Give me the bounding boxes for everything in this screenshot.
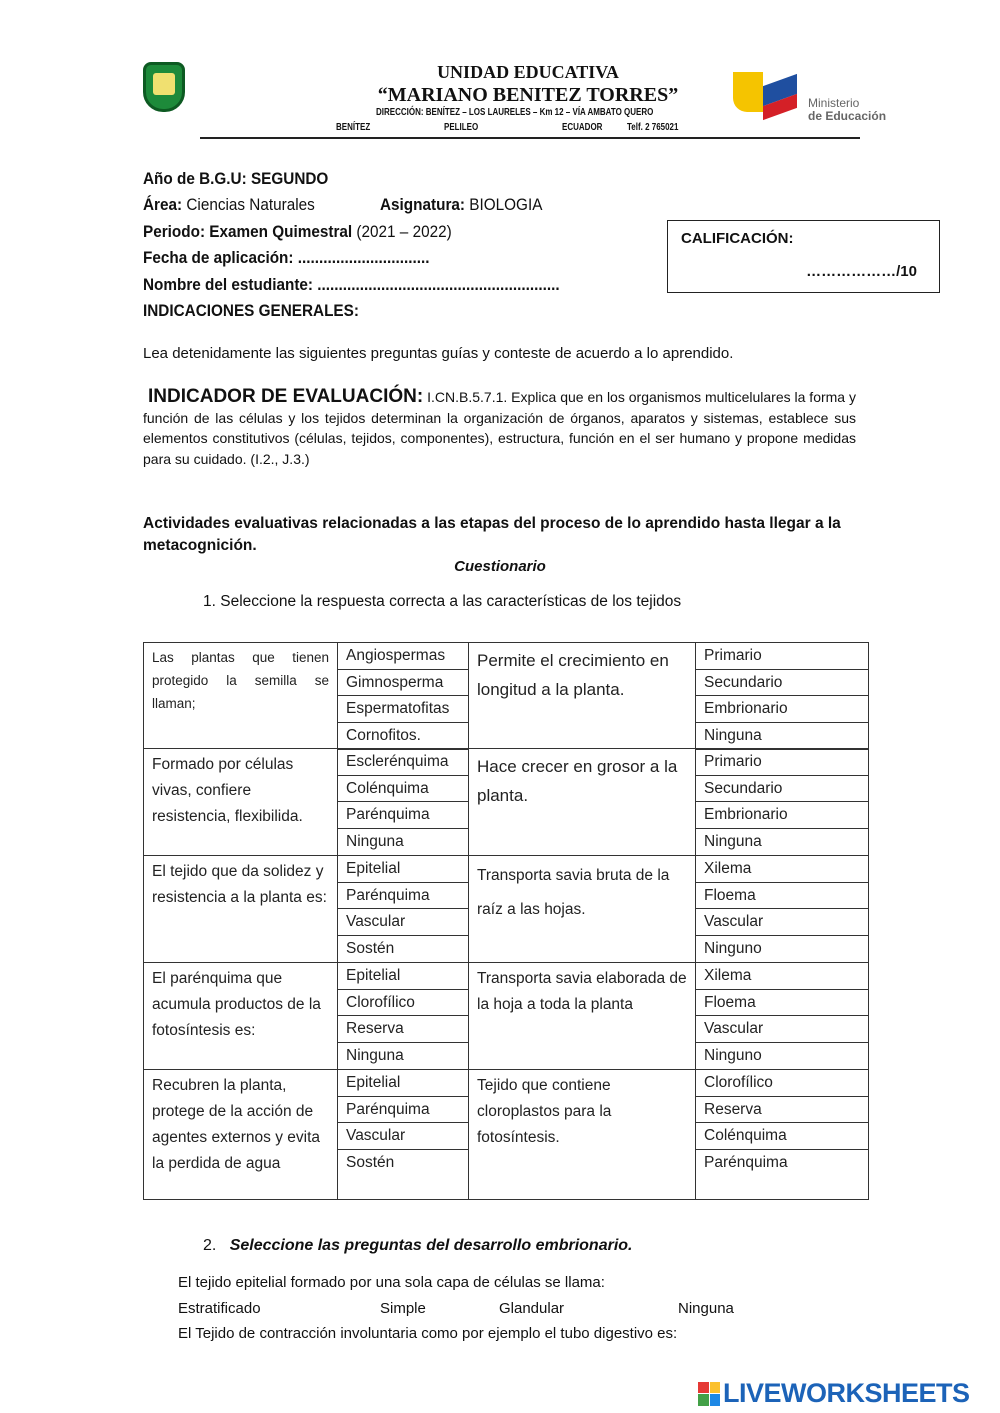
liveworksheets-icon: [698, 1382, 720, 1406]
answer-option[interactable]: Parénquima: [337, 1096, 469, 1124]
question-2-statement-2: El Tejido de contracción involuntaria como por ejemplo el tubo digestivo es:: [178, 1325, 678, 1342]
date-field[interactable]: Fecha de aplicación: ...............................: [143, 248, 430, 267]
answer-option[interactable]: Gimnosperma: [337, 669, 469, 697]
option-ninguna[interactable]: Ninguna: [678, 1300, 734, 1317]
answer-option[interactable]: Floema: [695, 989, 869, 1017]
activities-heading: Actividades evaluativas relacionadas a las etapas del proceso de lo aprendido hasta llegar a la metacognición.: [143, 515, 841, 554]
answer-option[interactable]: Embrionario: [695, 695, 869, 723]
question-2-number: 2.: [203, 1237, 217, 1254]
answer-option[interactable]: Xilema: [695, 855, 869, 883]
answer-option[interactable]: Colénquima: [337, 775, 469, 803]
answer-option[interactable]: Epitelial: [337, 855, 469, 883]
answer-option[interactable]: Parénquima: [695, 1149, 869, 1200]
answer-option[interactable]: Vascular: [337, 908, 469, 936]
question-2-statement-1: El tejido epitelial formado por una sola capa de células se llama:: [178, 1274, 605, 1291]
ministry-name: Ministerio: [808, 96, 860, 110]
general-instructions-heading: INDICACIONES GENERALES:: [143, 301, 359, 320]
option-simple[interactable]: Simple: [380, 1300, 426, 1317]
school-type: UNIDAD EDUCATIVA: [437, 62, 619, 82]
ministry-name-2: de Educación: [808, 109, 887, 123]
answer-option[interactable]: Vascular: [695, 1015, 869, 1043]
answer-option[interactable]: Reserva: [337, 1015, 469, 1043]
question-2-title: Seleccione las preguntas del desarrollo embrionario.: [229, 1237, 633, 1254]
answer-option[interactable]: Floema: [695, 882, 869, 910]
country: ECUADOR: [562, 122, 603, 133]
question-cell: El parénquima que acumula productos de la fotosíntesis es:: [143, 962, 338, 1070]
answer-option[interactable]: Secundario: [695, 669, 869, 697]
year-value: SEGUNDO: [250, 169, 329, 188]
answer-option[interactable]: Epitelial: [337, 1069, 469, 1097]
answer-option[interactable]: Sostén: [337, 1149, 469, 1200]
answer-option[interactable]: Espermatofitas: [337, 695, 469, 723]
answer-option[interactable]: Epitelial: [337, 962, 469, 990]
answer-option[interactable]: Ninguna: [337, 828, 469, 856]
answer-option[interactable]: Ninguna: [695, 722, 869, 750]
period-value: (2021 – 2022): [356, 222, 452, 241]
grade-box: [667, 220, 940, 293]
address: DIRECCIÓN: BENÍTEZ – LOS LAURELES – Km 12 – VÍA AMBATO QUERO: [376, 107, 654, 118]
answer-option[interactable]: Primario: [695, 748, 869, 776]
school-name: “MARIANO BENITEZ TORRES”: [377, 84, 679, 106]
intro-text: Lea detenidamente las siguientes preguntas guías y conteste de acuerdo a lo aprendido.: [143, 345, 734, 362]
answer-option[interactable]: Ninguno: [695, 935, 869, 963]
area-value: Ciencias Naturales: [186, 195, 315, 214]
question-cell: Permite el crecimiento en longitud a la planta.: [468, 642, 696, 749]
question-cell: El tejido que da solidez y resistencia a la planta es:: [143, 855, 338, 963]
answer-option[interactable]: Clorofílico: [695, 1069, 869, 1097]
subject-value: BIOLOGIA: [469, 195, 543, 214]
subject-label: Asignatura:: [380, 195, 466, 214]
question-cell: Transporta savia bruta de la raíz a las hojas.: [468, 855, 696, 963]
questionnaire-title: Cuestionario: [454, 558, 546, 575]
answer-option[interactable]: Primario: [695, 642, 869, 670]
answer-option[interactable]: Colénquima: [695, 1122, 869, 1150]
answer-option[interactable]: Ninguna: [695, 828, 869, 856]
header-rule: [200, 137, 860, 139]
grade-value[interactable]: ………………/10: [806, 263, 917, 280]
question-1: 1. Seleccione la respuesta correcta a las características de los tejidos: [203, 593, 682, 610]
answer-option[interactable]: Esclerénquima: [337, 748, 469, 776]
year-label: Año de B.G.U:: [143, 169, 247, 188]
indicator-text: I.CN.B.5.7.1. Explica que en los organismos multicelulares la forma y función de las células y los tejidos determinan la organización de órganos, aparatos y sistemas, establece sus elementos constitutivos (células, tejidos, componentes), estructura, función en el ser humano y propone medidas para su cuidado. (I.2., J.3.): [143, 389, 857, 467]
answer-option[interactable]: Secundario: [695, 775, 869, 803]
brand-text: LIVEWORKSHEETS: [723, 1378, 970, 1408]
question-cell: Formado por células vivas, confiere resistencia, flexibilida.: [143, 748, 338, 856]
answer-option[interactable]: Cornofitos.: [337, 722, 469, 750]
indicator-label: INDICADOR DE EVALUACIÓN:: [148, 386, 424, 407]
ministry-logo: [733, 72, 803, 122]
question-cell: Las plantas que tienen protegido la semilla se llaman;: [143, 642, 338, 749]
answer-option[interactable]: Angiospermas: [337, 642, 469, 670]
answer-option[interactable]: Vascular: [337, 1122, 469, 1150]
question-cell: Hace crecer en grosor a la planta.: [468, 748, 696, 856]
phone: Telf. 2 765021: [627, 122, 679, 133]
answer-option[interactable]: Reserva: [695, 1096, 869, 1124]
indicator: [143, 387, 856, 469]
option-estratificado[interactable]: Estratificado: [178, 1300, 261, 1317]
answer-option[interactable]: Vascular: [695, 908, 869, 936]
question-cell: Tejido que contiene cloroplastos para la fotosíntesis.: [468, 1069, 696, 1200]
question-cell: Recubren la planta, protege de la acción de agentes externos y evita la perdida de agua: [143, 1069, 338, 1200]
answer-option[interactable]: Clorofílico: [337, 989, 469, 1017]
canton: PELILEO: [444, 122, 479, 133]
area-label: Área:: [143, 195, 183, 214]
answer-option[interactable]: Ninguno: [695, 1042, 869, 1070]
liveworksheets-logo: [698, 1378, 970, 1409]
answer-option[interactable]: Sostén: [337, 935, 469, 963]
city: BENÍTEZ: [336, 122, 371, 133]
student-name-field[interactable]: Nombre del estudiante: .........................................................: [143, 275, 560, 294]
answer-option[interactable]: Embrionario: [695, 801, 869, 829]
question-cell: Transporta savia elaborada de la hoja a toda la planta: [468, 962, 696, 1070]
period-label: Periodo: Examen Quimestral: [143, 222, 353, 241]
answer-option[interactable]: Xilema: [695, 962, 869, 990]
option-glandular[interactable]: Glandular: [499, 1300, 565, 1317]
answer-option[interactable]: Ninguna: [337, 1042, 469, 1070]
answer-option[interactable]: Parénquima: [337, 801, 469, 829]
grade-label: CALIFICACIÓN:: [681, 230, 794, 247]
answer-option[interactable]: Parénquima: [337, 882, 469, 910]
